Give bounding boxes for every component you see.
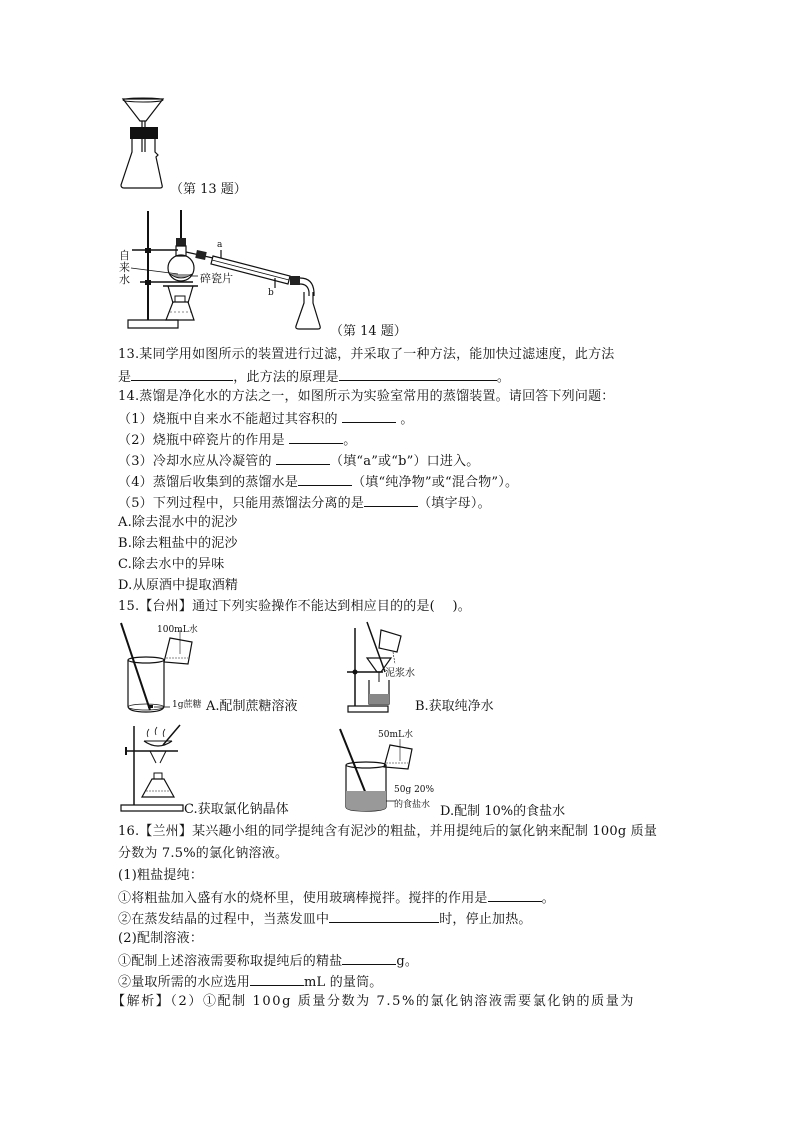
answer-blank-16-cylinder[interactable]: [250, 971, 304, 986]
question-13-line-2: 是 ，此方法的原理是 。: [118, 366, 510, 388]
figure-15d-caption: D.配制 10%的食盐水: [440, 804, 566, 819]
question-14-sub-5: （5）下列过程中，只能用蒸馏法分离的是 （填字母）。: [118, 492, 491, 514]
figure-14-distillation-apparatus: [118, 208, 408, 333]
answer-blank-14-1[interactable]: [342, 408, 396, 423]
option-a: A.除去混水中的泥沙: [118, 515, 238, 530]
figure-15b-caption: B.获取纯净水: [415, 699, 494, 714]
answer-blank-16-evaporate[interactable]: [329, 908, 439, 923]
question-13-line-1: 13.某同学用如图所示的装置进行过滤，并采取了一种方法，能加快过滤速度，此方法: [118, 347, 615, 362]
figure-14-caption: （第 14 题）: [330, 324, 407, 339]
answer-blank-16-salt-mass[interactable]: [342, 950, 396, 965]
figure-15a-caption: A.配制蔗糖溶液: [206, 699, 298, 714]
figure-15a-sugar-label: 1g蔗糖: [172, 700, 202, 710]
answer-blank-14-4[interactable]: [298, 471, 352, 486]
figure-15c-evaporation: [118, 723, 190, 813]
option-b: B.除去粗盐中的泥沙: [118, 536, 238, 551]
question-16-analysis: 【解析】（2）①配制 100g 质量分数为 7.5%的氯化钠溶液需要氯化钠的质量为: [112, 994, 635, 1009]
figure-14-label-a: a: [217, 240, 223, 250]
question-16-line-1: 16.【兰州】某兴趣小组的同学提纯含有泥沙的粗盐，并用提纯后的氯化钠来配制 100g 质量: [118, 824, 658, 839]
figure-14-label-chips: 碎瓷片: [200, 272, 233, 285]
option-d: D.从原酒中提取酒精: [118, 578, 239, 593]
question-16-part-2-title: (2)配制溶液：: [118, 931, 204, 946]
answer-blank-method[interactable]: [131, 366, 233, 381]
question-16-p1: ①将粗盐加入盛有水的烧杯里，使用玻璃棒搅拌。搅拌的作用是 。: [118, 887, 555, 909]
question-16-p2: ②在蒸发结晶的过程中，当蒸发皿中 时，停止加热。: [118, 908, 532, 930]
answer-blank-16-stir[interactable]: [488, 887, 542, 902]
figure-15d-water-label: 50mL水: [378, 730, 413, 740]
question-14-sub-3: （3）冷却水应从冷凝管的 （填“a”或“b”）口进入。: [118, 450, 479, 472]
question-14-stem: 14.蒸馏是净化水的方法之一，如图所示为实验室常用的蒸馏装置。请回答下列问题：: [118, 389, 615, 404]
figure-14-label-b: b: [268, 288, 274, 298]
question-14-sub-4: （4）蒸馏后收集到的蒸馏水是 （填“纯净物”或“混合物”）。: [118, 471, 518, 493]
question-16-line-2: 分数为 7.5%的氯化钠溶液。: [118, 846, 289, 861]
answer-blank-14-2[interactable]: [289, 429, 343, 444]
question-15-stem: 15.【台州】通过下列实验操作不能达到相应目的的是( )。: [118, 599, 471, 614]
answer-blank-principle[interactable]: [339, 366, 497, 381]
figure-15d-salt-label-1: 50g 20%: [394, 785, 435, 795]
question-16-p3: ①配制上述溶液需要称取提纯后的精盐 g。: [118, 950, 418, 972]
figure-14-label-water: 自 来 水: [119, 249, 130, 286]
question-16-part-1-title: (1)粗盐提纯：: [118, 868, 204, 883]
figure-15d-salt-label-2: 的食盐水: [394, 800, 431, 810]
figure-15b-mud-label: 泥浆水: [385, 668, 415, 679]
figure-15c-caption: C.获取氯化钠晶体: [184, 802, 289, 817]
question-16-p4: ②量取所需的水应选用 mL 的量筒。: [118, 971, 383, 993]
answer-blank-14-5[interactable]: [364, 492, 418, 507]
answer-blank-14-3[interactable]: [276, 450, 330, 465]
option-c: C.除去水中的异味: [118, 557, 225, 572]
figure-13-caption: （第 13 题）: [170, 182, 247, 197]
question-14-sub-2: （2）烧瓶中碎瓷片的作用是 。: [118, 429, 356, 451]
figure-15a-water-label: 100mL水: [157, 625, 198, 635]
figure-13-filter-flask: [118, 97, 178, 192]
question-14-sub-1: （1）烧瓶中自来水不能超过其容积的 。: [118, 408, 414, 430]
